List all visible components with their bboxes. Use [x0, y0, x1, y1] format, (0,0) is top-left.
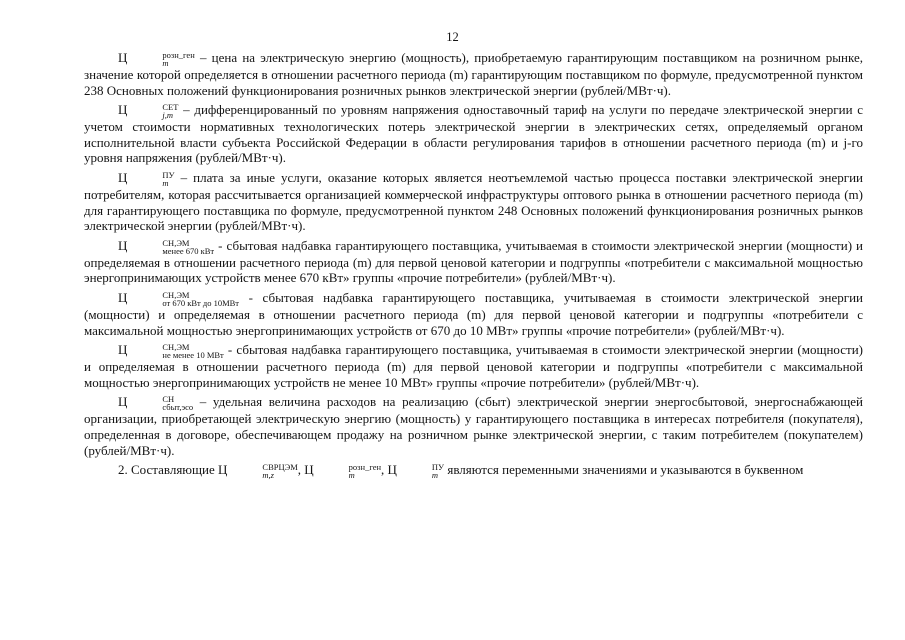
definition-paragraph [84, 238, 863, 286]
formula-symbol: Ц СН сбыт,эсо [118, 394, 194, 413]
definition-paragraph [84, 50, 863, 98]
definition-paragraph [84, 342, 863, 390]
formula-symbol: Ц СВРЦЭМ m,z [218, 462, 298, 481]
definition-text: - сбытовая надбавка гарантирующего поставщика, учитываемая в стоимости электрической энергии (мощности) и определяемая в отношении расчетного периода (m) для первой ценовой категории и подгруппы «потребители с максимальной мощностью энергопринимающих устройств не менее 10 МВт» группы «прочие потребители» (рублей/МВт·ч). [84, 342, 863, 390]
definition-paragraph [84, 102, 863, 166]
numbered-paragraph: 2. Составляющие Ц СВРЦЭМ m,z , Ц розн_ген m , Ц ПУ m являются переменными значениями и указываются в буквенном [118, 462, 804, 481]
formula-symbol: Ц розн_ген m [304, 462, 382, 481]
formula-symbol: Ц СН,ЭМ менее 670 кВт [118, 237, 215, 256]
formula-symbol: Ц ПУ m [387, 462, 445, 481]
formula-symbol: Ц ПУ m [118, 169, 175, 188]
definition-text: – цена на электрическую энергию (мощность), приобретаемую гарантирующим поставщиком на розничном рынке, значение которой определяется в отношении расчетного периода (m) гарантирующим поставщиком по формуле, предусмотренной пунктом 238 Основных положений функционирования розничных рынков электрической энергии (рублей/МВт·ч). [84, 50, 863, 98]
formula-symbol: Ц СН,ЭМ не менее 10 МВт [118, 342, 224, 361]
definition-text: – плата за иные услуги, оказание которых является неотъемлемой частью процесса поставки электрической энергии потребителям, которая рассчитывается организацией коммерческой инфраструктуры оптового рынка в отношении расчетного периода (m) для гарантирующего поставщика по формуле, предусмотренной пунктом 248 Основных положений функционирования розничных рынков электрической энергии (рублей/МВт·ч). [84, 169, 863, 234]
formula-symbol: Ц СЕТ j,m [118, 102, 179, 121]
page-number: 12 [446, 30, 459, 44]
definition-text: – удельная величина расходов на реализацию (сбыт) электрической энергии энергосбытовой, энергоснабжающей организации, приобретающей электрическую энергию (мощность) у гарантирующего поставщика в интересах потребителя (покупателя), определенная в договоре, обеспечивающем продажу на розничном рынке электрической энергии, с таким потребителем (покупателем) (рублей/МВт·ч). [84, 394, 863, 458]
definition-text: - сбытовая надбавка гарантирующего поставщика, учитываемая в стоимости электрической энергии (мощности) и определяемая в отношении расчетного периода (m) для первой ценовой категории и подгруппы «потребители с максимальной мощностью энергопринимающих устройств от 670 до 10 МВт» группы «прочие потребители» (рублей/МВт·ч). [84, 289, 863, 338]
definition-paragraph [84, 394, 863, 458]
definition-text: - сбытовая надбавка гарантирующего поставщика, учитываемая в стоимости электрической энергии (мощности) и определяемая в отношении расчетного периода (m) для первой ценовой категории и подгруппы «потребители с максимальной мощностью энергопринимающих устройств менее 670 кВт» группы «прочие потребители» (рублей/МВт·ч). [84, 237, 863, 286]
definition-text: – дифференцированный по уровням напряжения одноставочный тариф на услуги по передаче электрической энергии с учетом стоимости нормативных технологических потерь электрической энергии в электрических сетях, определяемый органом исполнительной власти субъекта Российской Федерации в области регулирования тарифов в отношении расчетного периода (m) и j-го уровня напряжения (рублей/МВт·ч). [84, 102, 863, 166]
formula-symbol: Ц розн_ген m [118, 50, 195, 68]
formula-symbol: Ц СН,ЭМ от 670 кВт до 10МВт [118, 289, 240, 308]
definition-paragraph [84, 170, 863, 234]
definition-paragraph [84, 290, 863, 338]
